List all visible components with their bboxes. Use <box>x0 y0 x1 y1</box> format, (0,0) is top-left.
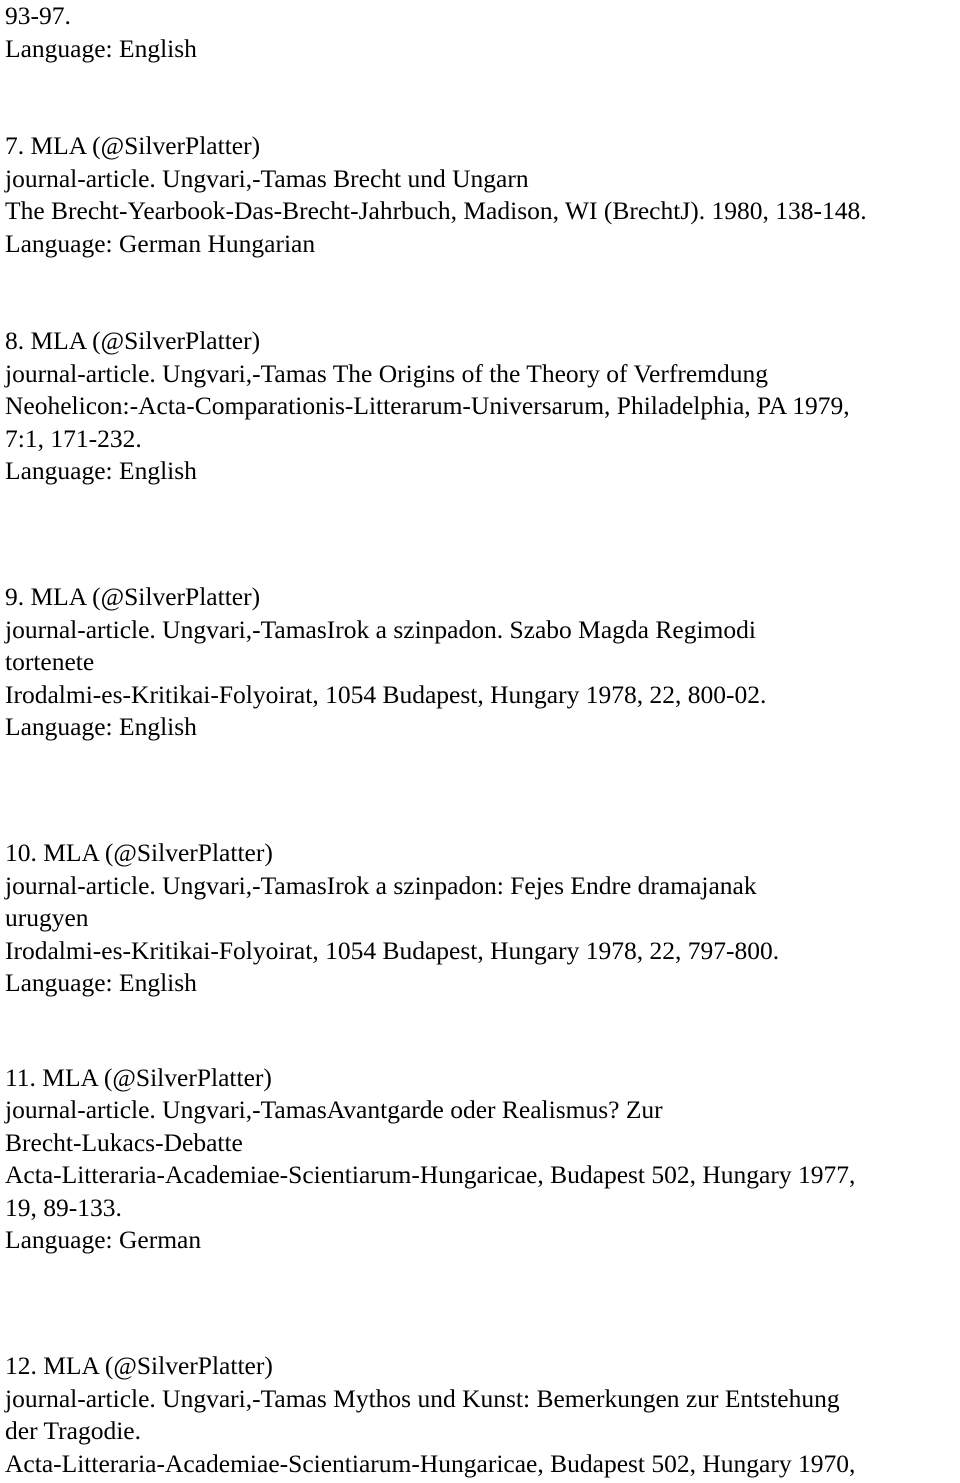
entry-line: Neohelicon:-Acta-Comparationis-Litterarum-Universarum, Philadelphia, PA 1979, <box>5 391 850 420</box>
entry-line: 19, 89-133. <box>5 1192 122 1222</box>
entry-header: 11. MLA (@SilverPlatter) <box>5 1062 272 1092</box>
entry-header: 8. MLA (@SilverPlatter) <box>5 326 261 355</box>
language-text: Language: English <box>5 712 197 741</box>
language-text: Language: English <box>5 33 197 63</box>
entry-line: der Tragodie. <box>5 1416 141 1445</box>
entry-line: journal-article. Ungvari,-TamasAvantgarde oder Realismus? Zur <box>5 1095 663 1124</box>
entry-line: journal-article. Ungvari,-TamasIrok a szinpadon. Szabo Magda Regimodi <box>5 614 756 644</box>
entry-line: 7:1, 171-232. <box>5 423 142 453</box>
pages-text: 93-97. <box>5 1 71 30</box>
entry-8 <box>5 325 955 488</box>
entry-7 <box>5 130 955 260</box>
entry-line: The Brecht-Yearbook-Das-Brecht-Jahrbuch, Madison, WI (BrechtJ). 1980, 138-148. <box>5 196 867 225</box>
entry-line: Acta-Litteraria-Academiae-Scientiarum-Hungaricae, Budapest 502, Hungary 1970, <box>5 1448 856 1478</box>
entry-header: 9. MLA (@SilverPlatter) <box>5 582 261 611</box>
entry-line: urugyen <box>5 903 89 932</box>
language-text: Language: English <box>5 968 197 997</box>
bibliography-page <box>5 0 955 1480</box>
entry-line: journal-article. Ungvari,-Tamas Mythos und Kunst: Bemerkungen zur Entstehung <box>5 1383 840 1413</box>
entry-line: Brecht-Lukacs-Debatte <box>5 1127 243 1157</box>
entry-line: Irodalmi-es-Kritikai-Folyoirat, 1054 Budapest, Hungary 1978, 22, 797-800. <box>5 935 780 965</box>
previous-entry-tail <box>5 0 955 65</box>
entry-line: Irodalmi-es-Kritikai-Folyoirat, 1054 Budapest, Hungary 1978, 22, 800-02. <box>5 679 767 709</box>
entry-line: Acta-Litteraria-Academiae-Scientiarum-Hungaricae, Budapest 502, Hungary 1977, <box>5 1160 856 1189</box>
language-text: Language: German Hungarian <box>5 228 316 258</box>
language-text: Language: German <box>5 1225 202 1254</box>
entry-line: journal-article. Ungvari,-TamasIrok a szinpadon: Fejes Endre dramajanak <box>5 870 757 900</box>
entry-11 <box>5 1062 955 1257</box>
entry-header: 10. MLA (@SilverPlatter) <box>5 838 273 867</box>
entry-header: 7. MLA (@SilverPlatter) <box>5 131 261 160</box>
entry-line: journal-article. Ungvari,-Tamas Brecht und Ungarn <box>5 163 529 193</box>
entry-line: tortenete <box>5 647 95 676</box>
entry-line: journal-article. Ungvari,-Tamas The Origins of the Theory of Verfremdung <box>5 358 768 388</box>
entry-10 <box>5 837 955 1000</box>
entry-9 <box>5 581 955 744</box>
entry-header: 12. MLA (@SilverPlatter) <box>5 1351 273 1380</box>
language-text: Language: English <box>5 456 197 485</box>
entry-12 <box>5 1350 955 1480</box>
